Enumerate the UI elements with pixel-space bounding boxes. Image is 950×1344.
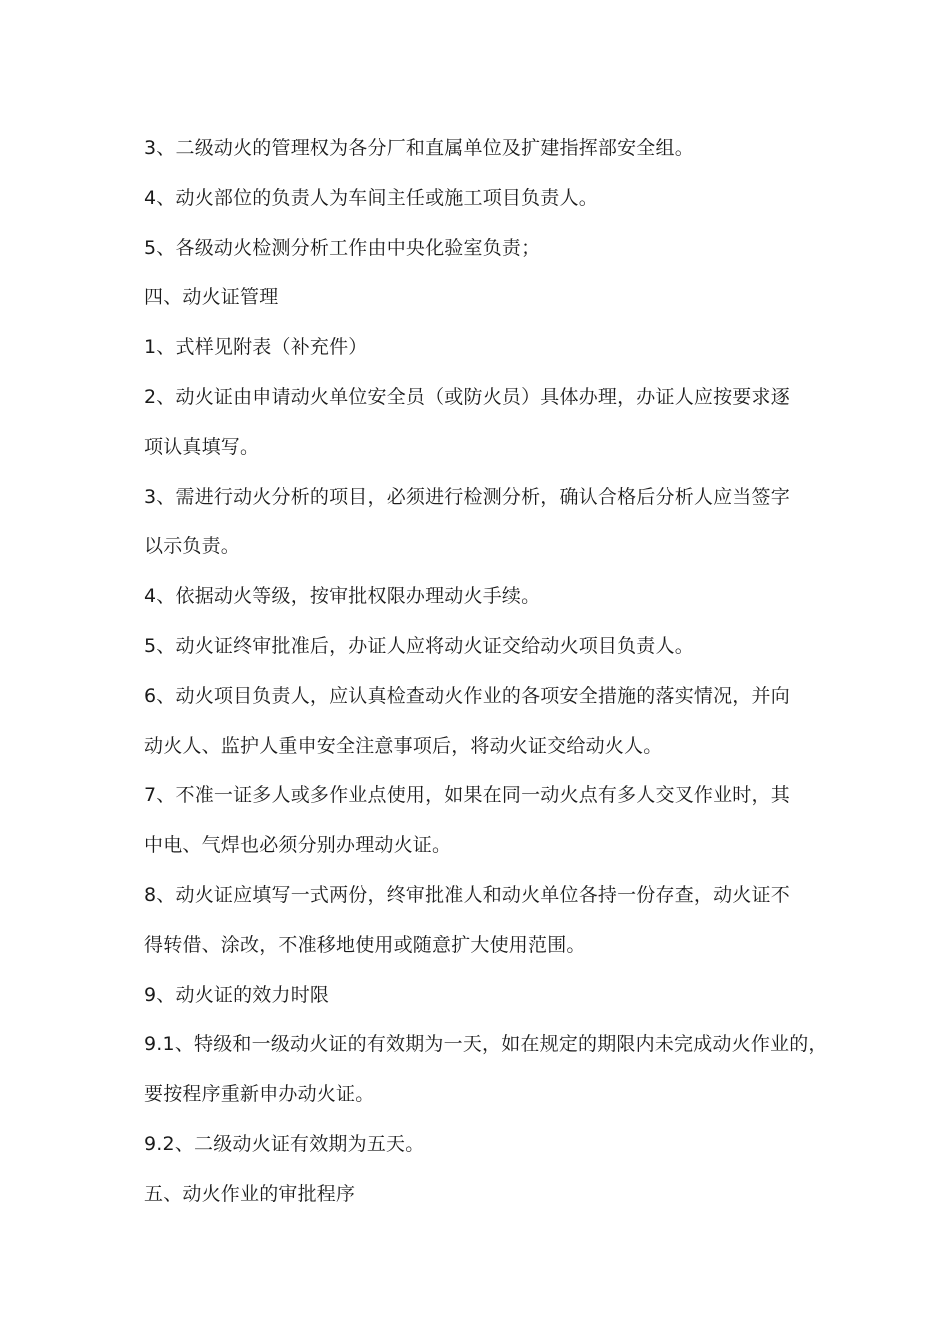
text-line: 3、二级动火的管理权为各分厂和直属单位及扩建指挥部安全组。 (144, 137, 694, 159)
text-line: 得转借、涂改，不准移地使用或随意扩大使用范围。 (144, 933, 586, 956)
text-line: 5、动火证终审批准后，办证人应将动火证交给动火项目负责人。 (144, 634, 694, 657)
text-line: 8、动火证应填写一式两份，终审批准人和动火单位各持一份存查，动火证不 (144, 883, 790, 906)
text-line: 4、动火部位的负责人为车间主任或施工项目负责人。 (144, 186, 598, 209)
text-line: 项认真填写。 (144, 435, 260, 458)
section-heading: 五、动火作业的审批程序 (144, 1182, 356, 1205)
text-line: 1、式样见附表（补充件） (144, 336, 368, 359)
text-line: 3、需进行动火分析的项目，必须进行检测分析，确认合格后分析人应当签字 (144, 485, 790, 508)
text-line: 要按程序重新申办动火证。 (144, 1083, 375, 1106)
section-heading: 四、动火证管理 (144, 286, 279, 309)
text-line: 4、依据动火等级，按审批权限办理动火手续。 (144, 585, 541, 608)
text-line: 以示负责。 (144, 535, 241, 558)
text-line: 9.1、特级和一级动火证的有效期为一天，如在规定的期限内未完成动火作业的， (144, 1033, 828, 1056)
text-line: 7、不准一证多人或多作业点使用，如果在同一动火点有多人交叉作业时，其 (144, 784, 790, 807)
text-line: 5、各级动火检测分析工作由中央化验室负责； (144, 236, 541, 259)
text-line: 中电、气焊也必须分别办理动火证。 (144, 834, 452, 857)
text-line: 6、动火项目负责人，应认真检查动火作业的各项安全措施的落实情况，并向 (144, 684, 790, 707)
document-body (144, 124, 828, 1220)
text-line: 动火人、监护人重申安全注意事项后，将动火证交给动火人。 (144, 734, 663, 757)
text-line: 9、动火证的效力时限 (144, 983, 330, 1006)
text-line: 2、动火证由申请动火单位安全员（或防火员）具体办理，办证人应按要求逐 (144, 385, 790, 408)
text-line: 9.2、二级动火证有效期为五天。 (144, 1132, 425, 1155)
